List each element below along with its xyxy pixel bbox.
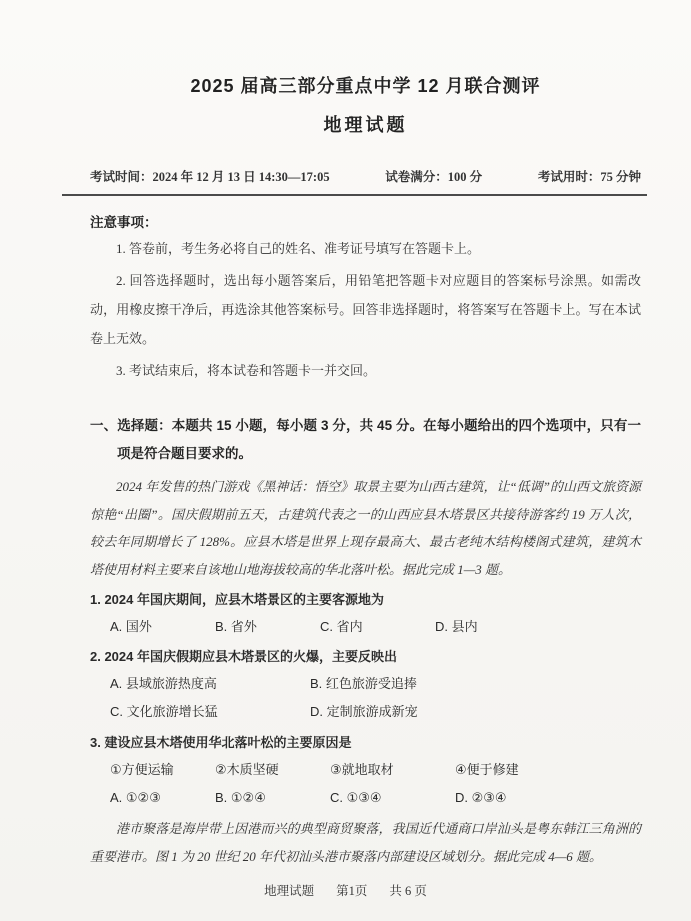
- q3-option-b: B. ①②④: [215, 789, 266, 805]
- notice-item-2: 2. 回答选择题时，选出每小题答案后，用铅笔把答题卡对应题目的答案标号涂黑。如需改动，用橡皮擦干净后，再选涂其他答案标号。回答非选择题时，将答案写在答题卡上。写在本试卷上无效。: [90, 273, 641, 346]
- page-content: [90, 0, 641, 870]
- q3-statement-4: ④便于修建: [455, 762, 519, 777]
- q3-option-c: C. ①③④: [330, 789, 382, 805]
- q2-option-a: A. 县域旅游热度高: [110, 676, 217, 691]
- full-score: 试卷满分：100 分: [385, 170, 483, 184]
- section-one-heading: 一、选择题：本题共 15 小题，每小题 3 分，共 45 分。在每小题给出的四个选项中，只有一项是符合题目要求的。: [90, 418, 641, 461]
- q2-option-b: B. 红色旅游受追捧: [310, 676, 417, 691]
- exam-time: 考试时间：2024 年 12 月 13 日 14:30—17:05: [90, 170, 330, 184]
- footer-page-number: 第1页: [336, 884, 368, 898]
- footer-page-total: 共 6 页: [389, 884, 427, 898]
- q3-option-a: A. ①②③: [110, 789, 161, 805]
- header-divider: [62, 194, 647, 196]
- q1-option-c: C. 省内: [320, 619, 363, 634]
- question-3-statements: [90, 756, 641, 784]
- question-3-options: [90, 784, 641, 812]
- question-2-stem: 2. 2024 年国庆假期应县木塔景区的火爆，主要反映出: [90, 649, 397, 664]
- q1-option-b: B. 省外: [215, 619, 257, 634]
- footer-doc-title: 地理试题: [264, 884, 315, 898]
- notice-item-3: 3. 考试结束后，将本试卷和答题卡一并交回。: [116, 363, 377, 378]
- exam-title: 2025 届高三部分重点中学 12 月联合测评: [190, 76, 541, 96]
- q2-option-c: C. 文化旅游增长猛: [110, 704, 218, 719]
- passage-1: 2024 年发售的热门游戏《黑神话：悟空》取景主要为山西古建筑，让“低调”的山西文旅资源惊艳“出圈”。国庆假期前五天，古建筑代表之一的山西应县木塔景区共接待游客约 19 万人次，较去年同期增长了 128%。应县木塔是世界上现存最高大、最古老纯木结构楼阁式建筑，建筑木塔使用材料主要来自该地山地海拔较高的华北落叶松。据此完成 1—3 题。: [90, 479, 641, 577]
- subject-title: 地理试题: [323, 115, 408, 135]
- question-2-options: [90, 670, 641, 726]
- q3-statement-1: ①方便运输: [110, 762, 174, 777]
- q3-statement-2: ②木质坚硬: [215, 762, 279, 777]
- passage-2: 港市聚落是海岸带上因港而兴的典型商贸聚落，我国近代通商口岸汕头是粤东韩江三角洲的重要港市。图 1 为 20 世纪 20 年代初汕头港市聚落内部建设区域划分。据此完成 4—6 题。: [90, 821, 641, 864]
- question-3-stem: 3. 建设应县木塔使用华北落叶松的主要原因是: [90, 735, 352, 750]
- q2-option-d: D. 定制旅游成新宠: [310, 704, 418, 719]
- notice-heading: 注意事项：: [90, 215, 158, 230]
- q3-option-d: D. ②③④: [455, 789, 507, 805]
- notice-item-1: 1. 答卷前，考生务必将自己的姓名、准考证号填写在答题卡上。: [116, 241, 481, 256]
- question-1-options: [90, 613, 641, 640]
- q1-option-a: A. 国外: [110, 619, 152, 634]
- exam-info-bar: [90, 167, 641, 185]
- page-footer: [0, 881, 691, 899]
- exam-duration: 考试用时：75 分钟: [537, 170, 641, 184]
- q1-option-d: D. 县内: [435, 619, 478, 634]
- q3-statement-3: ③就地取材: [330, 762, 394, 777]
- question-1-stem: 1. 2024 年国庆期间，应县木塔景区的主要客源地为: [90, 592, 384, 607]
